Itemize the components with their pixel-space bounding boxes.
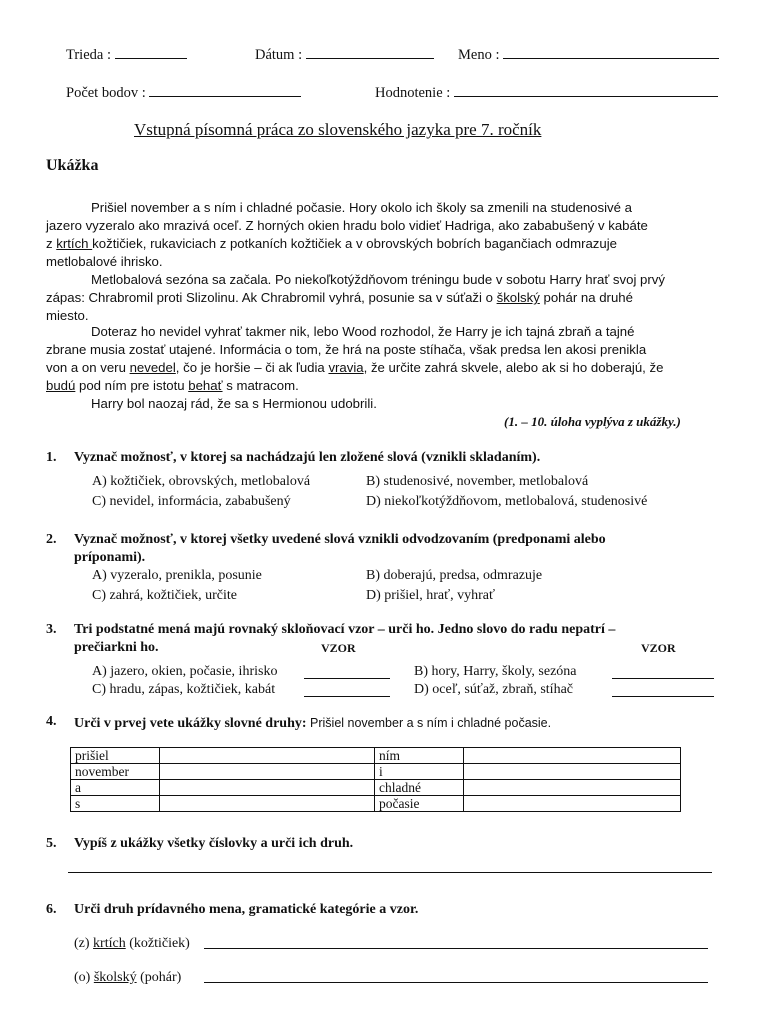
table-cell: november: [71, 764, 160, 780]
hodnotenie-label: Hodnotenie :: [375, 85, 451, 101]
answer-cell[interactable]: [160, 780, 375, 796]
underlined-word: krtích: [93, 936, 126, 951]
underlined-word: krtích: [56, 236, 93, 251]
table-row: [71, 780, 681, 796]
underlined-word: behať: [188, 378, 223, 393]
task-note: (1. – 10. úloha vyplýva z ukážky.): [504, 414, 681, 429]
q3-text: Tri podstatné mená majú rovnaký skloňovací vzor – urči ho. Jedno slovo do radu nepatrí –: [74, 622, 616, 637]
q3-option-c: C) hradu, zápas, kožtičiek, kabát: [92, 682, 276, 697]
table-cell: s: [71, 796, 160, 812]
passage-line: Harry bol naozaj rád, že sa s Hermionou udobrili.: [91, 396, 377, 411]
q3-answer-line-c[interactable]: [304, 696, 390, 697]
q5-text: Vypíš z ukážky všetky číslovky a urči ich druh.: [74, 836, 354, 851]
q3-vzor-label-1: VZOR: [321, 641, 356, 655]
q6-number: 6.: [46, 902, 57, 917]
pocet-bodov-group: [66, 82, 301, 102]
passage-line: Prišiel november a s ním i chladné počasie. Hory okolo ich školy sa zmenili na studenosivé a: [91, 200, 632, 215]
q6-text: Urči druh prídavného mena, gramatické kategórie a vzor.: [74, 902, 419, 917]
q3-option-d: D) oceľ, súťaž, zbraň, stíhač: [414, 682, 573, 697]
answer-cell[interactable]: [464, 764, 681, 780]
q3-vzor-label-2: VZOR: [641, 641, 676, 655]
table-cell: prišiel: [71, 748, 160, 764]
datum-label: Dátum :: [255, 47, 303, 63]
pocet-bodov-label: Počet bodov :: [66, 85, 146, 101]
q1-option-c[interactable]: C) nevidel, informácia, zababušený: [92, 494, 291, 509]
q1-option-a[interactable]: A) kožtičiek, obrovských, metlobalová: [92, 474, 311, 489]
table-row: [71, 764, 681, 780]
q3-answer-line-b[interactable]: [612, 678, 714, 679]
q3-option-a: A) jazero, okien, počasie, ihrisko: [92, 664, 278, 679]
section-heading: Ukážka: [46, 157, 99, 174]
q3-text-cont: prečiarkni ho.: [74, 640, 159, 655]
table-cell: a: [71, 780, 160, 796]
q2-text: Vyznač možnosť, v ktorej všetky uvedené slová vznikli odvodzovaním (predponami alebo: [74, 532, 606, 547]
passage-line: Doteraz ho nevidel vyhrať takmer nik, lebo Wood rozhodol, že Harry je ich tajná zbraň a tajné: [91, 324, 635, 339]
answer-cell[interactable]: [464, 748, 681, 764]
passage-line: zbrane musia zostať utajené. Informácia o tom, že hrá na poste stíhača, však predsa len akosi prenikla: [46, 342, 647, 357]
q1-option-b[interactable]: B) studenosivé, november, metlobalová: [366, 474, 589, 489]
underlined-word: nevedel: [129, 360, 176, 375]
q3-answer-line-d[interactable]: [612, 696, 714, 697]
hodnotenie-group: [375, 82, 718, 102]
passage-line: z krtích kožtičiek, rukaviciach z potkaních kožtičiek a v obrovských bobrích bagančiach odmrazuje: [46, 236, 617, 251]
meno-label: Meno :: [458, 47, 500, 63]
underlined-word: školský: [93, 970, 137, 985]
page-title: Vstupná písomná práca zo slovenského jazyka pre 7. ročník: [134, 120, 542, 139]
passage-line: von a on veru nevedel, čo je horšie – či ak ľudia vravia, že určite zahrá skvele, alebo ak si ho doberajú, že: [46, 360, 664, 375]
header-row-1: [66, 44, 187, 64]
q6-item-2: (o) školský (pohár): [74, 970, 182, 985]
passage-line: budú pod ním pre istotu behať s matracom.: [46, 378, 299, 393]
q1-option-d[interactable]: D) niekoľkotýždňovom, metlobalová, studenosivé: [366, 494, 648, 509]
pocet-bodov-field[interactable]: [149, 82, 301, 97]
q4-table: [70, 747, 681, 812]
q1-number: 1.: [46, 450, 57, 465]
answer-cell[interactable]: [160, 764, 375, 780]
underlined-word: vravia: [328, 360, 364, 375]
table-cell: chladné: [375, 780, 464, 796]
underlined-word: budú: [46, 378, 76, 393]
q3-number: 3.: [46, 622, 57, 637]
q2-number: 2.: [46, 532, 57, 547]
passage-line: metlobalové ihrisko.: [46, 254, 163, 269]
table-cell: ním: [375, 748, 464, 764]
passage-line: zápas: Chrabromil proti Slizolinu. Ak Chrabromil vyhrá, posunie sa v súťaži o školský pohár na druhé: [46, 290, 633, 305]
answer-cell[interactable]: [464, 796, 681, 812]
table-row: [71, 748, 681, 764]
q4-text: Urči v prvej vete ukážky slovné druhy: Prišiel november a s ním i chladné počasie.: [74, 716, 552, 731]
q1-text: Vyznač možnosť, v ktorej sa nachádzajú len zložené slová (vznikli skladaním).: [74, 450, 541, 465]
table-row: [71, 796, 681, 812]
q3-answer-line-a[interactable]: [304, 678, 390, 679]
passage-line: Metlobalová sezóna sa začala. Po niekoľkotýždňovom tréningu bude v sobotu Harry hrať svoj prvý: [91, 272, 665, 287]
q5-number: 5.: [46, 836, 57, 851]
q6-answer-line-2[interactable]: [204, 982, 708, 983]
q2-option-b[interactable]: B) doberajú, predsa, odmrazuje: [366, 568, 543, 583]
q3-option-b: B) hory, Harry, školy, sezóna: [414, 664, 577, 679]
answer-cell[interactable]: [160, 748, 375, 764]
datum-group: [255, 44, 434, 64]
q2-option-a[interactable]: A) vyzeralo, prenikla, posunie: [92, 568, 262, 583]
hodnotenie-field[interactable]: [454, 82, 718, 97]
meno-group: [458, 44, 719, 64]
passage-line: jazero vyzeralo ako mrazivá oceľ. Z horných okien hradu bolo vidieť Hadriga, ako zababušený v kabáte: [46, 218, 648, 233]
answer-cell[interactable]: [160, 796, 375, 812]
q2-option-d[interactable]: D) prišiel, hrať, vyhrať: [366, 588, 495, 603]
q4-number: 4.: [46, 714, 57, 729]
table-cell: počasie: [375, 796, 464, 812]
q6-item-1: (z) krtích (kožtičiek): [74, 936, 190, 951]
meno-field[interactable]: [503, 44, 719, 59]
passage-line: miesto.: [46, 308, 89, 323]
trieda-label: Trieda :: [66, 47, 111, 63]
q2-option-c[interactable]: C) zahrá, kožtičiek, určite: [92, 588, 237, 603]
table-cell: i: [375, 764, 464, 780]
q6-answer-line-1[interactable]: [204, 948, 708, 949]
q5-answer-line[interactable]: [68, 872, 712, 873]
datum-field[interactable]: [306, 44, 434, 59]
q2-text-cont: príponami).: [74, 550, 146, 565]
trieda-field[interactable]: [115, 44, 187, 59]
underlined-word: školský: [496, 290, 540, 305]
answer-cell[interactable]: [464, 780, 681, 796]
